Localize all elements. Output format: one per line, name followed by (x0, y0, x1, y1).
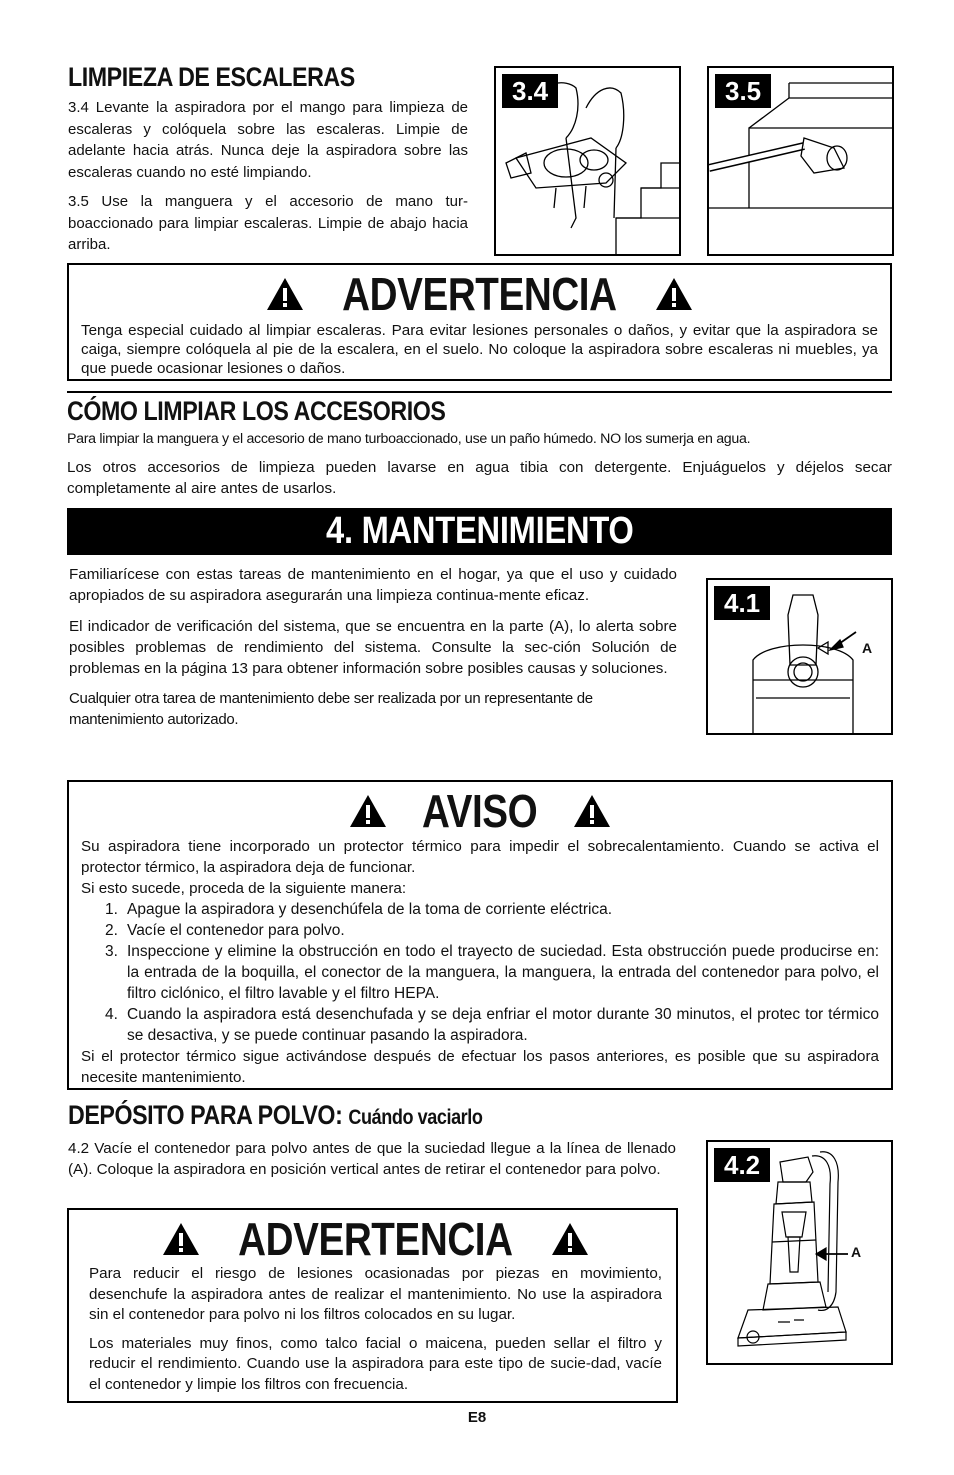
maintenance-paragraph-2: El indicador de verificación del sistema, que se encuentra en la parte (A), lo alerta sobre posibles problemas de rendimiento del sistema. Consulte la sec-ción Solución de problemas en la página 13 para obtener información sobre posibles causas y soluciones. (69, 618, 677, 677)
warning-triangle-icon (551, 1222, 589, 1256)
warning-triangle-icon (573, 794, 611, 828)
figure-4-1-label: 4.1 (714, 586, 770, 620)
accessories-title: CÓMO LIMPIAR LOS ACCESORIOS (67, 396, 446, 426)
figure-3-5 (707, 66, 894, 256)
maintenance-section (69, 564, 677, 730)
figure-4-2-callout: A (851, 1244, 862, 1260)
figure-4-1 (706, 578, 893, 735)
notice-title-row (81, 786, 879, 836)
figure-4-1-callout: A (862, 640, 873, 656)
warning-title-row (89, 1214, 662, 1264)
accessories-paragraph-2: Los otros accesorios de limpieza pueden lavarse en agua tibia con detergente. Enjuáguelos y déjelos secar completamente al aire antes de usarlos. (67, 459, 892, 497)
accessories-section (67, 396, 892, 499)
figure-3-5-label: 3.5 (715, 74, 771, 108)
figure-3-4-label: 3.4 (502, 74, 558, 108)
notice-step: 1. Apague la aspiradora y desenchúfela de la toma de corriente eléctrica. (105, 901, 613, 918)
notice-step: 2. Vacíe el contenedor para polvo. (105, 922, 345, 939)
figure-4-2-label: 4.2 (714, 1148, 770, 1182)
warning-title: ADVERTENCIA (238, 1213, 513, 1265)
warning-paragraph-1: Para reducir el riesgo de lesiones ocasionadas por piezas en movimiento, desenchufe la aspiradora antes de realizar el mantenimiento. No use la aspiradora sin el contenedor para polvo ni los filtros colocados en su lugar. (89, 1265, 662, 1323)
dust-subtitle: Cuándo vaciarlo (348, 1106, 483, 1129)
warning-title-row (81, 269, 878, 319)
maintenance-banner (67, 508, 892, 555)
warning-text: Tenga especial cuidado al limpiar escaleras. Para evitar lesiones personales o daños, y evitar que la aspiradora se caiga, siempre colóquela al pie de la escalera, en el suelo. No coloque la aspiradora sobre escaleras ni muebles, ya que puede ocasionar lesiones o daños. (81, 322, 878, 377)
warning-triangle-icon (655, 277, 693, 311)
dust-title: DEPÓSITO PARA POLVO: Cuándo vaciarlo (68, 1100, 483, 1130)
stairs-title: LIMPIEZA DE ESCALERAS (68, 62, 355, 92)
warning-paragraph-2: Los materiales muy finos, como talco facial o maicena, pueden sellar el filtro y reducir el rendimiento. Cuando use la aspiradora para este tipo de sucie-dad, vacíe el contenedor y limpie los filtros con frecuencia. (89, 1334, 662, 1393)
warning-triangle-icon (266, 277, 304, 311)
notice-step: 4. Cuando la aspiradora está desenchufada y se deja enfriar el motor durante 30 minutos, el protec tor térmico se desactiva, y se puede continuar pasando la aspiradora. (105, 1006, 879, 1044)
notice-steps (81, 899, 879, 1046)
maintenance-banner-title: 4. MANTENIMIENTO (325, 510, 634, 552)
warning-box-maintenance (67, 1208, 678, 1403)
warning-box-stairs (67, 263, 892, 381)
warning-title: ADVERTENCIA (342, 268, 617, 320)
figure-4-2 (706, 1140, 893, 1365)
maintenance-paragraph-3: Cualquier otra tarea de mantenimiento debe ser realizada por un representante de mantenimiento autorizado. (69, 690, 593, 728)
notice-box (67, 780, 893, 1090)
notice-step: 3. Inspeccione y elimine la obstrucción en todo el trayecto de suciedad. Esta obstrucción puede producirse en: la entrada de la boquilla, el conector de la manguera, la manguera, la entrada del contenedor para polvo, el filtro ciclónico, el filtro lavable y el filtro HEPA. (105, 943, 879, 1002)
notice-intro: Su aspiradora tiene incorporado un protector térmico para impedir el sobrecalentamiento. Cuando se activa el protector térmico, la aspiradora deja de funcionar. (81, 838, 879, 876)
notice-outro: Si el protector térmico sigue activándose después de efectuar los pasos anteriores, es posible que su aspiradora necesite mantenimiento. (81, 1048, 879, 1086)
stairs-section (68, 62, 468, 256)
divider (67, 391, 892, 393)
stairs-paragraph-2: 3.5 Use la manguera y el accesorio de mano tur-boaccionado para limpiar escaleras. Limpie de abajo hacia arriba. (68, 193, 468, 253)
warning-triangle-icon (349, 794, 387, 828)
figure-3-4 (494, 66, 681, 256)
page-number: E8 (467, 1409, 487, 1426)
notice-title: AVISO (422, 785, 538, 837)
notice-lead: Si esto sucede, proceda de la siguiente manera: (81, 880, 407, 897)
dust-section (68, 1138, 676, 1180)
dust-paragraph: 4.2 Vacíe el contenedor para polvo antes de que la suciedad llegue a la línea de llenado (A). Coloque la aspiradora en posición vertical antes de retirar el contenedor para polvo. (68, 1140, 676, 1178)
stairs-paragraph-1: 3.4 Levante la aspiradora por el mango para limpieza de escaleras y colóquela sobre las escaleras. Limpie de adelante hacia atrás. Nunca deje la aspiradora sobre las escaleras cuando no esté limpiando. (68, 99, 468, 181)
dust-section-heading (68, 1100, 688, 1131)
warning-triangle-icon (162, 1222, 200, 1256)
maintenance-paragraph-1: Familiarícese con estas tareas de mantenimiento en el hogar, ya que el uso y cuidado apropiados de su aspiradora asegurarán una limpieza continua-mente eficaz. (69, 566, 677, 604)
accessories-paragraph-1: Para limpiar la manguera y el accesorio de mano turboaccionado, use un paño húmedo. NO los sumerja en agua. (67, 431, 751, 447)
